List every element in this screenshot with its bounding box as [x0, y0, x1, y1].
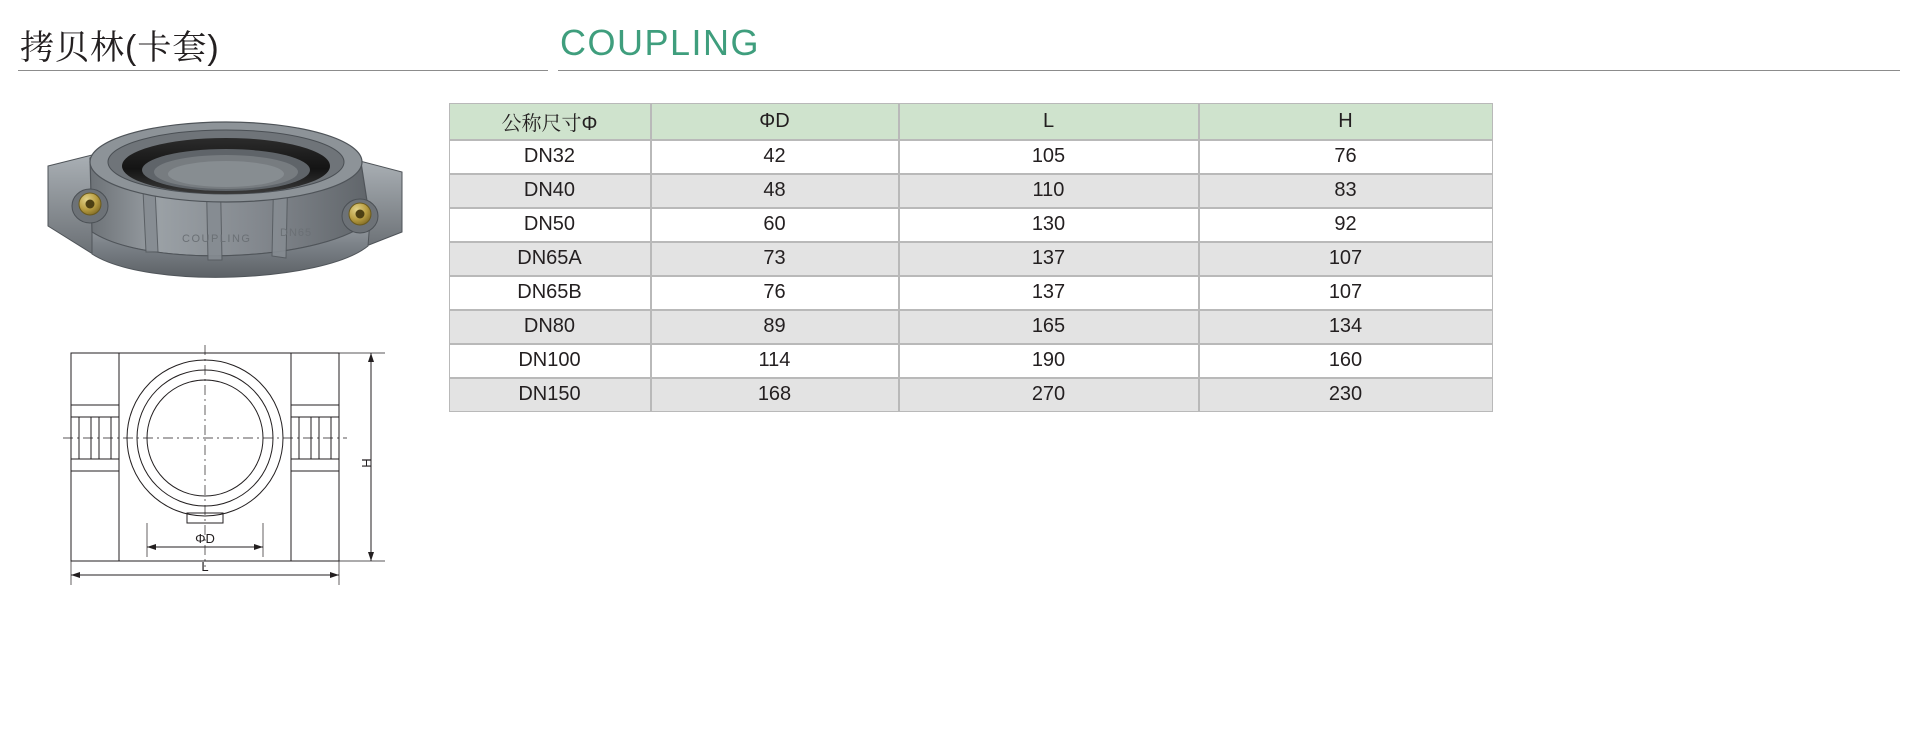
page-title-cn: 拷贝林(卡套) — [20, 29, 220, 67]
cell-phid: 73 — [651, 242, 899, 276]
cell-l: 137 — [899, 242, 1199, 276]
bolt-right — [342, 199, 378, 233]
table-row — [449, 276, 1493, 310]
technical-drawing — [55, 335, 435, 595]
cell-size: DN65A — [449, 242, 651, 276]
bolt-left — [72, 189, 108, 223]
cell-l: 105 — [899, 140, 1199, 174]
cell-l: 110 — [899, 174, 1199, 208]
cell-phid: 60 — [651, 208, 899, 242]
cell-h: 76 — [1199, 140, 1493, 174]
cell-l: 190 — [899, 344, 1199, 378]
coupling-dimension-drawing — [55, 335, 435, 595]
column-header-phid: ΦD — [651, 103, 899, 140]
cell-size: DN150 — [449, 378, 651, 412]
page-title-en: COUPLING — [560, 22, 761, 63]
table-row — [449, 208, 1493, 242]
cell-h: 92 — [1199, 208, 1493, 242]
table-row — [449, 344, 1493, 378]
spec-table — [448, 102, 1493, 412]
cell-h: 160 — [1199, 344, 1493, 378]
cell-phid: 48 — [651, 174, 899, 208]
dim-label-h: H — [359, 458, 374, 468]
table-row — [449, 310, 1493, 344]
page-header — [0, 0, 1920, 90]
cell-phid: 89 — [651, 310, 899, 344]
column-header-nominal-size: 公称尺寸Φ — [449, 103, 651, 140]
header-divider-left — [18, 70, 548, 71]
photo-size-text: DN65 — [280, 227, 313, 239]
table-row — [449, 242, 1493, 276]
cell-size: DN100 — [449, 344, 651, 378]
cell-size: DN32 — [449, 140, 651, 174]
cell-h: 107 — [1199, 242, 1493, 276]
cell-phid: 168 — [651, 378, 899, 412]
cell-size: DN80 — [449, 310, 651, 344]
cell-phid: 42 — [651, 140, 899, 174]
spec-table-head — [449, 103, 1493, 140]
cell-l: 270 — [899, 378, 1199, 412]
cell-size: DN65B — [449, 276, 651, 310]
dim-label-l: L — [201, 559, 209, 574]
table-row — [449, 140, 1493, 174]
cell-l: 137 — [899, 276, 1199, 310]
cell-l: 165 — [899, 310, 1199, 344]
coupling-photo-illustration — [30, 100, 430, 320]
dim-label-phid: ΦD — [195, 531, 215, 546]
product-photo — [30, 100, 430, 320]
photo-body-text: COUPLING — [182, 233, 252, 245]
cell-h: 107 — [1199, 276, 1493, 310]
header-divider-right — [558, 70, 1900, 71]
cell-l: 130 — [899, 208, 1199, 242]
table-row — [449, 174, 1493, 208]
table-row — [449, 378, 1493, 412]
cell-h: 83 — [1199, 174, 1493, 208]
column-header-h: H — [1199, 103, 1493, 140]
spec-table-body — [449, 140, 1493, 412]
column-header-l: L — [899, 103, 1199, 140]
cell-size: DN40 — [449, 174, 651, 208]
cell-h: 134 — [1199, 310, 1493, 344]
cell-phid: 114 — [651, 344, 899, 378]
spec-table-container — [448, 102, 1492, 412]
cell-phid: 76 — [651, 276, 899, 310]
cell-h: 230 — [1199, 378, 1493, 412]
cell-size: DN50 — [449, 208, 651, 242]
table-header-row — [449, 103, 1493, 140]
